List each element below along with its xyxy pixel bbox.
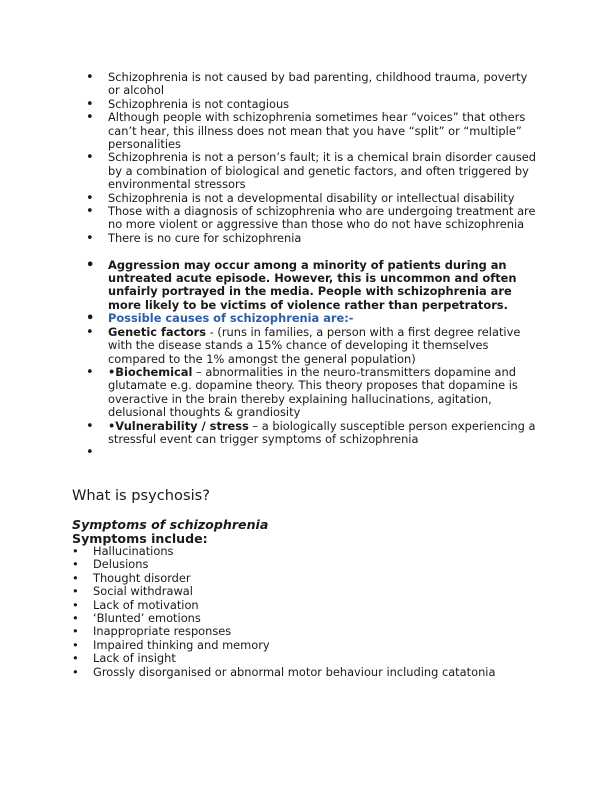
cause-item-vulnerability [86, 420, 542, 447]
empty-list-item [86, 446, 542, 459]
list-item: • ‘Blunted’ emotions [72, 612, 495, 625]
cause-item-biochemical [86, 366, 542, 420]
list-item: • Grossly disorganised or abnormal motor behaviour including catatonia [72, 666, 495, 679]
cause-term: Genetic factors [108, 324, 207, 339]
list-item: • Social withdrawal [72, 585, 495, 598]
list-item: • There is no cure for schizophrenia [86, 232, 542, 245]
list-item: • Those with a diagnosis of schizophrenia who are undergoing treatment are no more violent or aggressive than those who do not have schizophrenia [86, 205, 542, 232]
symptoms-subheading: Symptoms include: [72, 531, 208, 546]
list-item: • Inappropriate responses [72, 625, 495, 638]
list-item: • Although people with schizophrenia sometimes hear “voices” that others can’t hear, this illness does not mean that you have “split” or “multiple” personalities [86, 111, 542, 151]
cause-term: •Vulnerability / stress [108, 418, 249, 433]
list-item: • Schizophrenia is not caused by bad parenting, childhood trauma, poverty or alcohol [86, 71, 542, 98]
symptoms-list [72, 545, 495, 679]
list-item: • Thought disorder [72, 572, 495, 585]
causes-heading: • Possible causes of schizophrenia are:- [86, 312, 542, 325]
list-item: • Delusions [72, 558, 495, 571]
cause-text: – a biologically susceptible person experiencing a stressful event can trigger symptoms of schizophrenia [108, 418, 536, 446]
list-item: • Lack of insight [72, 652, 495, 665]
cause-term: •Biochemical [108, 364, 193, 379]
aggression-note: • Aggression may occur among a minority of patients during an untreated acute episode. However, this is uncommon and often unfairly portrayed in the media. People with schizophrenia are more likely to be victims of violence rather than perpetrators. [86, 259, 542, 313]
list-item: • Schizophrenia is not a person’s fault; it is a chemical brain disorder caused by a combination of biological and genetic factors, and often triggered by environmental stressors [86, 151, 542, 191]
list-item: • Lack of motivation [72, 599, 495, 612]
list-item: • Hallucinations [72, 545, 495, 558]
psychosis-heading: What is psychosis? [72, 487, 210, 504]
list-item: • Schizophrenia is not contagious [86, 98, 542, 111]
list-item: • Impaired thinking and memory [72, 639, 495, 652]
cause-text: - (runs in families, a person with a first degree relative with the disease stands a 15% chance of developing it themselves compared to the 1% amongst the general population) [108, 324, 521, 366]
facts-list [86, 71, 542, 460]
list-item: • Schizophrenia is not a developmental disability or intellectual disability [86, 192, 542, 205]
cause-item-genetic [86, 326, 542, 366]
cause-text: – abnormalities in the neuro-transmitters dopamine and glutamate e.g. dopamine theory. This theory proposes that dopamine is overactive in the brain thereby explaining hallucinations, agitation, delusional thoughts & grandiosity [108, 364, 518, 420]
symptoms-heading: Symptoms of schizophrenia [72, 517, 269, 532]
